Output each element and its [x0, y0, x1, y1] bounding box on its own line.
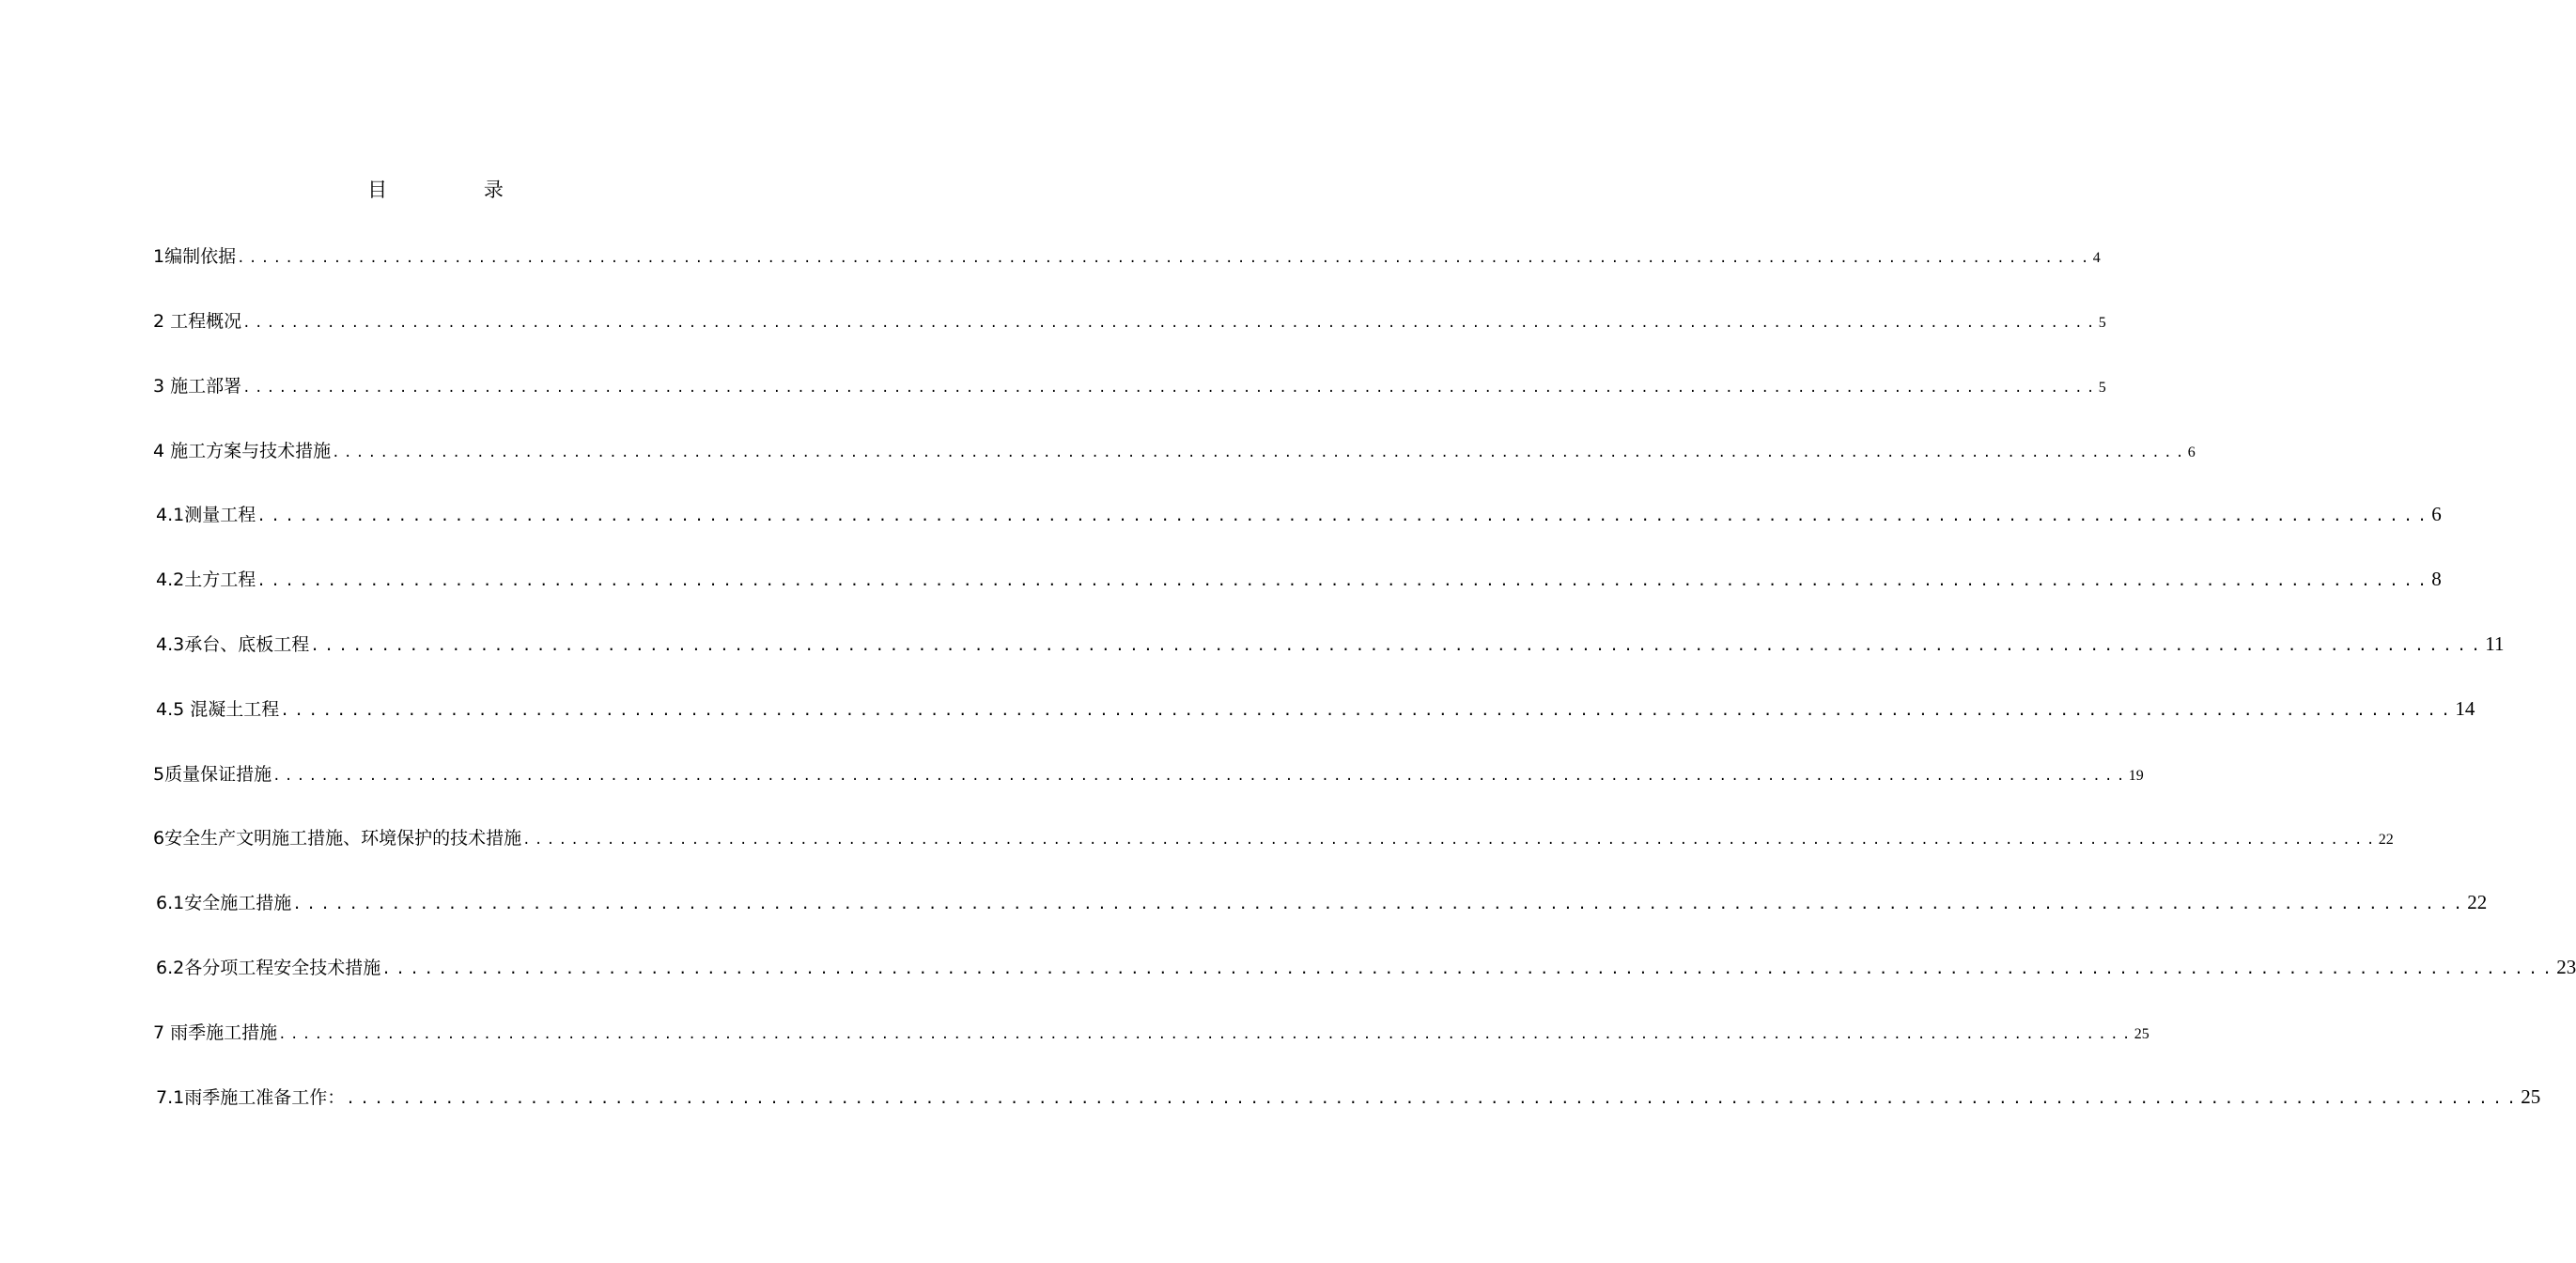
toc-entry-label: 2 工程概况 — [153, 311, 242, 332]
toc-dot-leader: .......................................................................................................................................................... — [310, 636, 2486, 654]
toc-page-number: 14 — [2455, 697, 2475, 720]
toc-dot-leader: .......................................................................................................................................................... — [280, 701, 2456, 719]
toc-entry[interactable] — [156, 631, 2505, 659]
toc-entry-label: 7.1雨季施工准备工作： — [156, 1087, 346, 1108]
toc-entry-label: 4 施工方案与技术措施 — [153, 441, 332, 461]
toc-dot-leader: .......................................................................................................................................................... — [256, 507, 2432, 524]
toc-entry[interactable] — [156, 501, 2442, 529]
toc-dot-leader: .......................................................................................................................................................... — [332, 445, 2188, 460]
toc-page-number: 6 — [2187, 444, 2196, 460]
toc-dot-leader: .......................................................................................................................................................... — [292, 895, 2468, 912]
toc-entry-label: 4.1测量工程 — [156, 505, 256, 525]
toc-page-number: 22 — [2467, 891, 2488, 913]
toc-entry-label: 1编制依据 — [153, 246, 237, 267]
page-title: 目 录 — [367, 179, 549, 201]
toc-entry-label: 6.1安全施工措施 — [156, 893, 292, 913]
toc-entry[interactable] — [153, 760, 2144, 788]
toc-entry-label: 5质量保证措施 — [153, 764, 272, 785]
toc-entry[interactable] — [153, 372, 2106, 400]
toc-entry-label: 4.2土方工程 — [156, 569, 256, 590]
toc-dot-leader: .......................................................................................................................................................... — [278, 1027, 2134, 1042]
toc-dot-leader: .......................................................................................................................................................... — [242, 381, 2099, 396]
toc-page-number: 11 — [2485, 632, 2505, 655]
toc-dot-leader: .......................................................................................................................................................... — [237, 251, 2093, 266]
toc-entry-label: 4.5 混凝土工程 — [156, 699, 280, 720]
toc-entry-label: 4.3承台、底板工程 — [156, 634, 310, 655]
toc-entry-label: 6安全生产文明施工措施、环境保护的技术措施 — [153, 828, 522, 849]
toc-entry[interactable] — [156, 566, 2442, 594]
toc-page-number: 8 — [2431, 568, 2442, 590]
toc-entry[interactable] — [153, 307, 2106, 335]
toc-dot-leader: .......................................................................................................................................................... — [242, 316, 2099, 331]
toc-page-number: 6 — [2431, 503, 2442, 525]
toc-entry[interactable] — [153, 437, 2196, 465]
toc-entry-label: 7 雨季施工措施 — [153, 1022, 278, 1043]
toc-page-number: 4 — [2092, 250, 2101, 266]
toc-entry[interactable] — [153, 242, 2101, 271]
toc-dot-leader: .......................................................................................................................................................... — [346, 1089, 2522, 1107]
toc-dot-leader: .......................................................................................................................................................... — [381, 959, 2557, 977]
toc-entry-label: 6.2各分项工程安全技术措施 — [156, 958, 381, 978]
toc-entry[interactable] — [156, 889, 2488, 917]
toc-entry[interactable] — [156, 1084, 2541, 1112]
toc-page-number: 5 — [2098, 380, 2106, 396]
toc-page-number: 25 — [2521, 1085, 2541, 1108]
toc-entry[interactable] — [156, 695, 2475, 724]
toc-entry[interactable] — [156, 954, 2576, 982]
toc-page-number: 19 — [2128, 768, 2144, 784]
toc-entry-label: 3 施工部署 — [153, 376, 242, 397]
toc-dot-leader: .......................................................................................................................................................... — [522, 833, 2379, 848]
toc-dot-leader: .......................................................................................................................................................... — [256, 571, 2432, 589]
toc-dot-leader: .......................................................................................................................................................... — [272, 769, 2129, 784]
toc-entry[interactable] — [153, 824, 2394, 852]
toc-page-number: 25 — [2134, 1026, 2149, 1042]
toc-entry[interactable] — [153, 1019, 2149, 1047]
toc-page-number: 23 — [2556, 956, 2576, 978]
toc-page-number: 22 — [2378, 832, 2394, 848]
toc-page-number: 5 — [2098, 315, 2106, 331]
